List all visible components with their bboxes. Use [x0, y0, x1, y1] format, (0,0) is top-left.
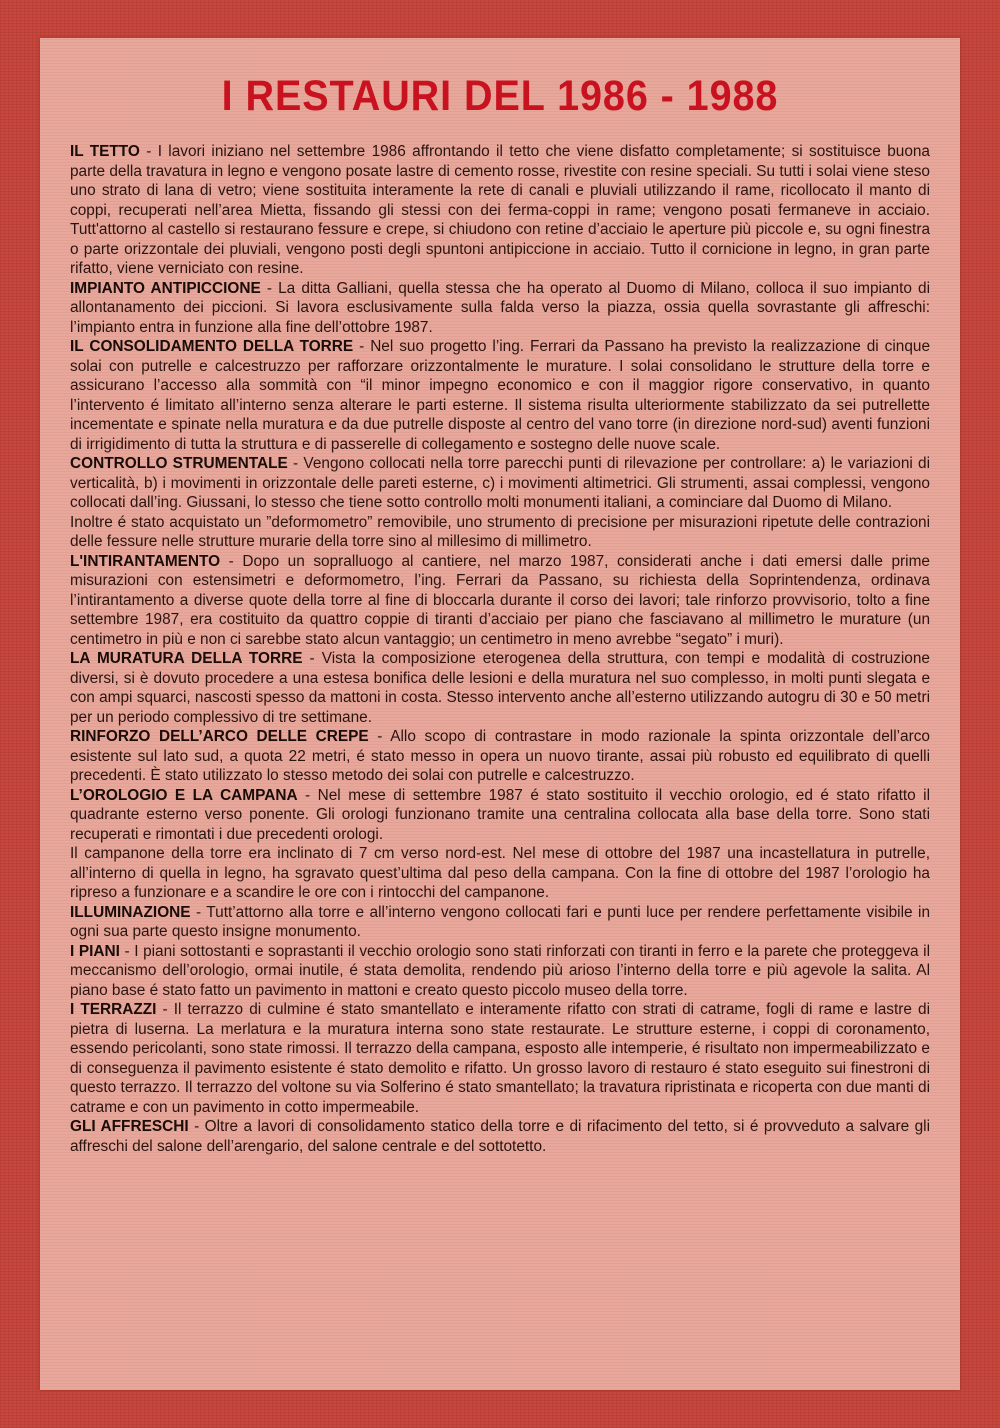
section-heading: IMPIANTO ANTIPICCIONE — [70, 279, 261, 297]
section-tetto — [70, 142, 930, 279]
section-piani — [70, 942, 930, 1001]
content-panel — [40, 38, 960, 1390]
section-antipiccione — [70, 279, 930, 338]
section-text: - Oltre a lavori di consolidamento statico della torre e di rifacimento del tetto, si é provveduto a salvare gli affreschi del salone dell’arengario, del salone centrale e del sottotetto. — [70, 1118, 930, 1155]
section-deformometro — [70, 513, 930, 552]
section-text: - Dopo un sopralluogo al cantiere, nel marzo 1987, considerati anche i dati emersi dalle prime misurazioni con estensimetri e deformometro, l’ing. Ferrari da Passano, su richiesta della Soprintendenza, ordinava l’intirantamento a diverse quote della torre al fine di bloccarla durante il corso dei lavori; tale rinforzo provvisorio, tolto a fine settembre 1987, era costituito da quattro coppie di tiranti d’acciaio per piano che fasciavano al millimetro le murature (un centimetro in più e non ci sarebbe stato alcun vantaggio; un centimetro in meno avrebbe “segato” i muri). — [70, 552, 930, 648]
section-heading: LA MURATURA DELLA TORRE — [70, 650, 303, 667]
section-text: - Tutt’attorno alla torre e all’interno vengono collocati fari e punti luce per rendere perfettamente visibile in ogni sua parte questo insigne monumento. — [70, 903, 930, 940]
section-text: - Nel suo progetto l’ing. Ferrari da Passano ha previsto la realizzazione di cinque solai con putrelle e calcestruzzo per rafforzare orizzontalmente le murature. I solai consolidano le strutture della torre e assicurano l’accesso alla sommità con “il minor impegno economico e con il maggior rigore conservativo, in quanto l’intervento é limitato all’interno senza alterare le parti esterne. Il sistema risulta ulteriormente stabilizzato da sei putrellette incementate e spinate nella muratura e da due putrelle disposte al centro del vano torre (in direzione nord-sud) aventi funzioni di irrigidimento di tutta la struttura e di passerelle di collegamento e sostegno delle nuove scale. — [70, 338, 931, 453]
section-heading: GLI AFFRESCHI — [70, 1118, 189, 1135]
section-heading: L’OROLOGIO E LA CAMPANA — [70, 786, 298, 804]
section-illuminazione — [70, 903, 930, 942]
section-affreschi — [70, 1117, 930, 1156]
section-text: - Vengono collocati nella torre parecchi punti di rilevazione per controllare: a) le variazioni di verticalità, b) i movimenti in orizzontale delle pareti esterne, c) i movimenti altimetrici. Gli strumenti, assai complessi, vengono collocati dall’ing. Giussani, lo stesso che tiene sotto controllo molti monumenti italiani, a cominciare dal Duomo di Milano. — [70, 455, 931, 511]
section-heading: CONTROLLO STRUMENTALE — [70, 455, 288, 472]
section-text: - Allo scopo di contrastare in modo razionale la spinta orizzontale dell’arco esistente sul lato sud, a quota 22 metri, é stato messo in opera un nuovo tirante, assai più robusto ed equilibrato di quelli precedenti. È stato utilizzato lo stesso metodo dei solai con putrelle e calcestruzzo. — [70, 728, 930, 784]
section-heading: I PIANI — [70, 942, 120, 960]
section-text: - Il terrazzo di culmine é stato smantellato e interamente rifatto con strati di catrame, fogli di rame e lastre di pietra di luserna. La merlatura e la muratura interna sono state restaurate. Le strutture esterne, i coppi di coronamento, essendo pericolanti, sono state rimossi. Il terrazzo della campana, esposto alle intemperie, é risultato non impermeabilizzato e di conseguenza il pavimento esistente é stato demolito e rifatto. Un grosso lavoro di restauro é stato eseguito sui finestroni di questo terrazzo. Il terrazzo del voltone su via Solferino é stato smantellato; la travatura ripristinata e ricoperta con due manti di catrame e con un pavimento in cotto impermeabile. — [70, 1001, 930, 1116]
section-heading: RINFORZO DELL’ARCO DELLE CREPE — [70, 728, 369, 745]
section-consolidamento — [70, 337, 930, 454]
section-heading: IL TETTO — [70, 143, 140, 160]
section-arco — [70, 727, 930, 786]
section-text: Inoltre é stato acquistato un ”deformometro” removibile, uno strumento di precisione per misurazioni ripetute delle contrazioni delle fessure nelle strutture murarie della torre sino al millesimo di millimetro. — [70, 513, 930, 550]
article-body — [70, 142, 930, 1156]
section-text: - La ditta Galliani, quella stessa che ha operato al Duomo di Milano, colloca il suo impianto di allontanamento dei piccioni. Si lavora esclusivamente sulla falda verso la piazza, ossia quella sovrastante gli affreschi: l’impianto entra in funzione alla fine dell’ottobre 1987. — [70, 279, 930, 336]
section-text: - I lavori iniziano nel settembre 1986 affrontando il tetto che viene disfatto completamente; si sostituisce buona parte della travatura in legno e vengono posate lastre di cemento rosse, rivestite con resine speciali. Su tutti i solai viene steso uno strato di lana di vetro; viene sostituita interamente la rete di canali e pluviali utilizzando il rame, ricollocato il manto di coppi, recuperati nell’area Mietta, fissando gli stessi con dei ferma-coppi in rame; vengono posati fermaneve in acciaio. Tutt'attorno al castello si restaurano fessure e crepe, si chiudono con retine d’acciaio le aperture più piccole e, su ogni finestra o parte orizzontale dei pluviali, vengono posti degli spuntoni antipiccione in acciaio. Tutto il cornicione in legno, in gran parte rifatto, viene verniciato con resine. — [70, 143, 930, 277]
section-text: - I piani sottostanti e soprastanti il vecchio orologio sono stati rinforzati con tiranti in ferro e la parete che proteggeva il meccanismo dell’orologio, ormai inutile, é stata demolita, rendendo più arioso l’interno della torre e più agevole la salita. Al piano base é stato fatto un pavimento in mattoni e creato questo piccolo museo della torre. — [70, 942, 930, 999]
page-title: I RESTAURI DEL 1986 - 1988 — [221, 72, 779, 120]
section-heading: ILLUMINAZIONE — [70, 903, 191, 921]
section-heading: L'INTIRANTAMENTO — [70, 552, 221, 570]
section-orologio — [70, 786, 930, 845]
section-text: - Nel mese di settembre 1987 é stato sostituito il vecchio orologio, ed é stato rifatto il quadrante esterno verso ponente. Gli orologi funzionano tramite una centralina collocata alla base della torre. Sono stati recuperati e rimontati i due precedenti orologi. — [70, 786, 931, 843]
section-campanone — [70, 844, 930, 903]
section-text: Il campanone della torre era inclinato di 7 cm verso nord-est. Nel mese di ottobre del 1987 una incastellatura in putrelle, all’interno di quella in legno, ha sgravato quest’ultima dal peso della campana. Con la fine di ottobre del 1987 l’orologio ha ripreso a funzionare e a scandire le ore con i rintocchi del campanone. — [70, 845, 930, 901]
section-intirantamento — [70, 552, 930, 650]
section-terrazzi — [70, 1000, 930, 1117]
section-text: - Vista la composizione eterogenea della struttura, con tempi e modalità di costruzione diversi, si è dovuto procedere a una estesa bonifica delle lesioni e della muratura nel suo complesso, in molti punti slegata e con ampi squarci, nascosti spesso da mattoni in costa. Stesso intervento anche all’esterno utilizzando autogru di 30 e 50 metri per un periodo complessivo di tre settimane. — [70, 650, 930, 726]
section-heading: I TERRAZZI — [70, 1001, 157, 1018]
section-controllo — [70, 454, 930, 513]
section-heading: IL CONSOLIDAMENTO DELLA TORRE — [70, 338, 354, 355]
section-muratura — [70, 649, 930, 727]
